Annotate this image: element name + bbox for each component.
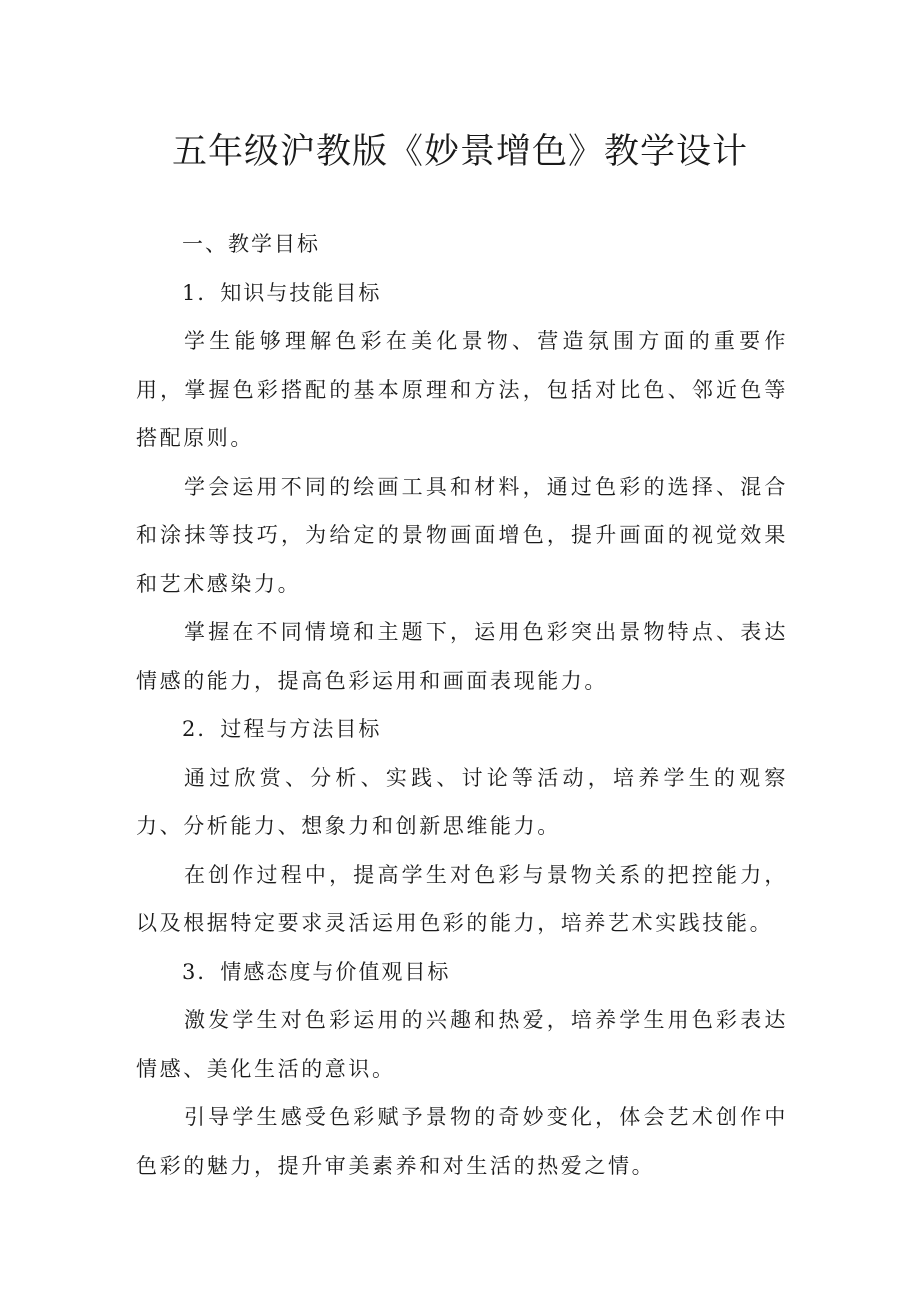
section-heading: 一、教学目标	[182, 232, 320, 256]
paragraph: 通过欣赏、分析、实践、讨论等活动，培养学生的观察力、分析能力、想象力和创新思维能力。	[136, 765, 788, 838]
paragraph: 掌握在不同情境和主题下，运用色彩突出景物特点、表达情感的能力，提高色彩运用和画面表现能力。	[136, 620, 788, 693]
document-title: 五年级沪教版《妙景增色》教学设计	[171, 132, 748, 172]
subsection-heading-3: 3．情感态度与价值观目标	[182, 959, 451, 984]
document-body	[136, 220, 788, 1190]
paragraph: 学生能够理解色彩在美化景物、营造氛围方面的重要作用，掌握色彩搭配的基本原理和方法，包括对比色、邻近色等搭配原则。	[136, 329, 788, 450]
paragraph: 引导学生感受色彩赋予景物的奇妙变化，体会艺术创作中色彩的魅力，提升审美素养和对生活的热爱之情。	[136, 1105, 788, 1178]
paragraph: 学会运用不同的绘画工具和材料，通过色彩的选择、混合和涂抹等技巧，为给定的景物画面增色，提升画面的视觉效果和艺术感染力。	[136, 474, 788, 596]
paragraph: 激发学生对色彩运用的兴趣和热爱，培养学生用色彩表达情感、美化生活的意识。	[136, 1008, 788, 1081]
subsection-heading-1: 1．知识与技能目标	[182, 280, 382, 305]
subsection-heading-2: 2．过程与方法目标	[182, 717, 382, 741]
paragraph: 在创作过程中，提高学生对色彩与景物关系的把控能力，以及根据特定要求灵活运用色彩的能力，培养艺术实践技能。	[136, 862, 788, 935]
